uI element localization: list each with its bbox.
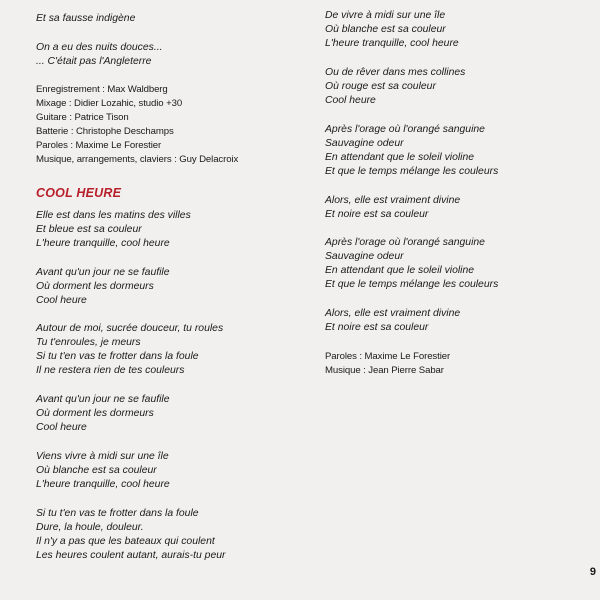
lyric-line: Où dorment les dormeurs (36, 281, 154, 292)
lyric-line: Après l'orage où l'orangé sanguine (325, 237, 485, 248)
lyric-line: Si tu t'en vas te frotter dans la foule (36, 508, 199, 519)
lyric-line: Autour de moi, sucrée douceur, tu roules (36, 323, 224, 334)
lyric-line: Avant qu'un jour ne se faufile (36, 394, 170, 405)
lyric-line: En attendant que le soleil violine (325, 152, 475, 163)
credit-line: Mixage : Didier Lozahic, studio +30 (36, 98, 183, 109)
lyric-line: Les heures coulent autant, aurais-tu peur (36, 550, 226, 561)
credit-line: Batterie : Christophe Deschamps (36, 126, 174, 137)
lyric-line: Cool heure (325, 95, 376, 106)
lyric-line: Elle est dans les matins des villes (36, 210, 191, 221)
lyric-line: Alors, elle est vraiment divine (325, 195, 461, 206)
lyric-line: Où rouge est sa couleur (325, 81, 436, 92)
credit-line: Guitare : Patrice Tison (36, 112, 129, 123)
lyric-line: Il ne restera rien de tes couleurs (36, 365, 185, 376)
credit-line: Enregistrement : Max Waldberg (36, 84, 168, 95)
lyric-line: Sauvagine odeur (325, 138, 404, 149)
lyric-line: Et que le temps mélange les couleurs (325, 166, 499, 177)
intro-line: On a eu des nuits douces... (36, 42, 163, 53)
lyric-line: Et noire est sa couleur (325, 322, 429, 333)
lyric-line: Il n'y a pas que les bateaux qui coulent (36, 536, 215, 547)
lyric-line: L'heure tranquille, cool heure (325, 38, 459, 49)
lyric-line: Et que le temps mélange les couleurs (325, 279, 499, 290)
song-title: COOL HEURE (36, 186, 122, 200)
lyric-line: Où dorment les dormeurs (36, 408, 154, 419)
lyric-line: Alors, elle est vraiment divine (325, 308, 461, 319)
lyric-line: Viens vivre à midi sur une île (36, 451, 169, 462)
credit-line: Musique, arrangements, claviers : Guy Delacroix (36, 154, 239, 165)
lyric-line: Et bleue est sa couleur (36, 224, 142, 235)
lyric-line: Où blanche est sa couleur (36, 465, 157, 476)
lyric-line: Avant qu'un jour ne se faufile (36, 267, 170, 278)
credit-line: Musique : Jean Pierre Sabar (325, 365, 444, 376)
lyric-line: Sauvagine odeur (325, 251, 404, 262)
lyric-line: Si tu t'en vas te frotter dans la foule (36, 351, 199, 362)
lyric-line: De vivre à midi sur une île (325, 10, 446, 21)
lyric-line: Et noire est sa couleur (325, 209, 429, 220)
lyric-line: Ou de rêver dans mes collines (325, 67, 466, 78)
lyric-line: Dure, la houle, douleur. (36, 522, 144, 533)
lyric-line: Où blanche est sa couleur (325, 24, 446, 35)
lyric-line: L'heure tranquille, cool heure (36, 238, 170, 249)
credit-line: Paroles : Maxime Le Forestier (36, 140, 162, 151)
lyric-line: En attendant que le soleil violine (325, 265, 475, 276)
lyric-line: Cool heure (36, 422, 87, 433)
page-number: 9 (589, 566, 596, 578)
lyric-line: Cool heure (36, 295, 87, 306)
lyric-line: Tu t'enroules, je meurs (36, 337, 141, 348)
intro-line: Et sa fausse indigène (36, 13, 136, 24)
intro-line: ... C'était pas l'Angleterre (36, 56, 152, 67)
lyric-line: L'heure tranquille, cool heure (36, 479, 170, 490)
lyric-line: Après l'orage où l'orangé sanguine (325, 124, 485, 135)
credit-line: Paroles : Maxime Le Forestier (325, 351, 451, 362)
